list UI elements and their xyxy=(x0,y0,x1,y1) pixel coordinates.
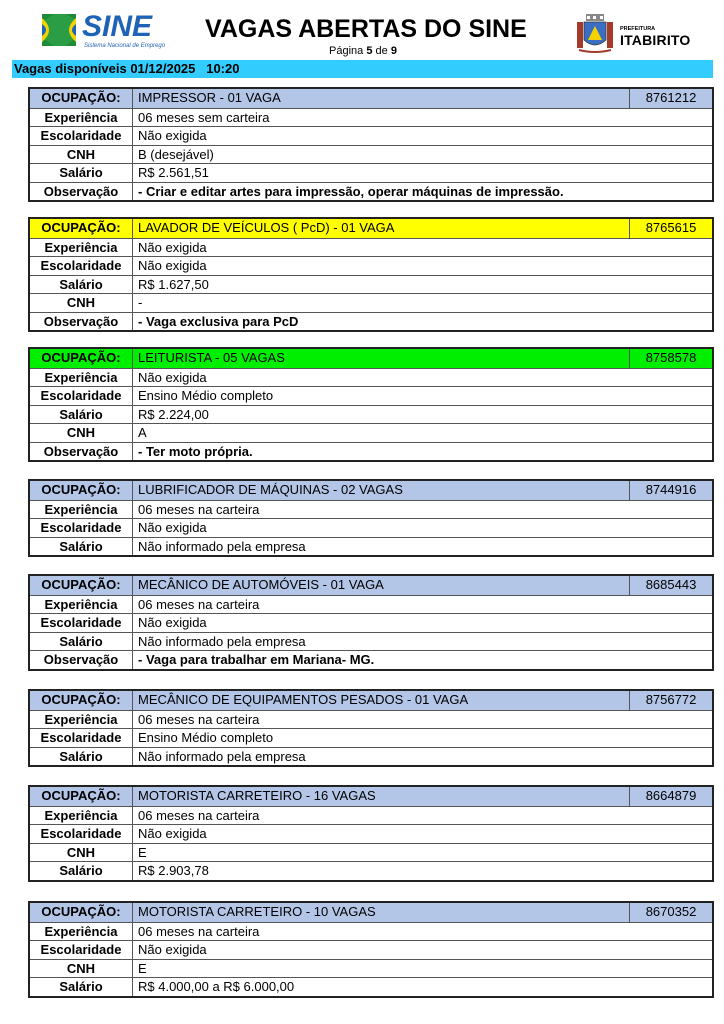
job-detail-row xyxy=(30,977,712,996)
detail-label: Observação xyxy=(30,313,133,331)
page-header xyxy=(0,0,724,60)
job-detail-row xyxy=(30,386,712,405)
itabirito-logo xyxy=(575,12,690,54)
detail-label: Salário xyxy=(30,164,133,182)
job-detail-row xyxy=(30,256,712,275)
detail-value: Ensino Médio completo xyxy=(138,730,274,745)
detail-value: Não informado pela empresa xyxy=(138,748,306,764)
detail-value: - Ter moto própria. xyxy=(138,443,253,459)
job-code: 8756772 xyxy=(629,691,712,710)
detail-label: Observação xyxy=(30,651,133,669)
job-detail-row xyxy=(30,537,712,556)
job-code: 8670352 xyxy=(629,903,712,922)
detail-label: Experiência xyxy=(30,711,133,729)
job-detail-row xyxy=(30,126,712,145)
occupation-title: MECÂNICO DE AUTOMÓVEIS - 01 VAGA xyxy=(138,577,384,592)
detail-label: Escolaridade xyxy=(30,127,133,145)
page-title: VAGAS ABERTAS DO SINE xyxy=(205,15,527,43)
availability-date-bar: Vagas disponíveis 01/12/2025 10:20 xyxy=(12,60,713,78)
detail-label: Observação xyxy=(30,183,133,201)
detail-value: R$ 2.224,00 xyxy=(138,406,209,422)
sine-logo xyxy=(38,10,166,52)
page-prefix: Página xyxy=(329,45,364,57)
occupation-label: OCUPAÇÃO: xyxy=(30,89,133,108)
detail-label: Salário xyxy=(30,978,133,996)
detail-label: Salário xyxy=(30,538,133,556)
detail-label: CNH xyxy=(30,146,133,164)
job-header-row xyxy=(30,903,712,922)
job-detail-row xyxy=(30,518,712,537)
occupation-title: MECÂNICO DE EQUIPAMENTOS PESADOS - 01 VAGA xyxy=(138,692,469,707)
job-detail-row xyxy=(30,442,712,461)
job-detail-row xyxy=(30,595,712,614)
itabirito-name: ITABIRITO xyxy=(620,32,691,48)
detail-label: Experiência xyxy=(30,109,133,127)
detail-value: R$ 2.561,51 xyxy=(138,165,209,180)
sine-flag-icon xyxy=(38,12,78,48)
job-header-row xyxy=(30,219,712,238)
job-detail-row xyxy=(30,861,712,880)
detail-value: Não exigida xyxy=(138,239,207,255)
job-header-row xyxy=(30,349,712,368)
detail-label: Observação xyxy=(30,443,133,461)
job-detail-row xyxy=(30,293,712,312)
detail-value: A xyxy=(138,425,147,440)
detail-label: Experiência xyxy=(30,807,133,825)
job-header-row xyxy=(30,787,712,806)
detail-value: Ensino Médio completo xyxy=(138,388,274,403)
detail-label: Salário xyxy=(30,276,133,294)
job-detail-row xyxy=(30,959,712,978)
detail-label: Escolaridade xyxy=(30,614,133,632)
detail-label: Salário xyxy=(30,748,133,766)
detail-value: R$ 2.903,78 xyxy=(138,863,209,878)
occupation-label: OCUPAÇÃO: xyxy=(30,349,133,368)
detail-label: Escolaridade xyxy=(30,825,133,843)
detail-label: Experiência xyxy=(30,596,133,614)
occupation-title: IMPRESSOR - 01 VAGA xyxy=(138,90,281,105)
job-detail-row xyxy=(30,632,712,651)
page-total: 9 xyxy=(390,45,397,57)
detail-value: 06 meses sem carteira xyxy=(138,109,270,125)
sine-logo-subtitle: Sistema Nacional de Emprego xyxy=(84,43,166,49)
occupation-title: LUBRIFICADOR DE MÁQUINAS - 02 VAGAS xyxy=(138,482,403,497)
job-detail-row xyxy=(30,922,712,941)
job-detail-row xyxy=(30,238,712,257)
detail-value: 06 meses na carteira xyxy=(138,923,260,939)
detail-value: E xyxy=(138,844,147,860)
detail-value: E xyxy=(138,960,147,976)
occupation-label: OCUPAÇÃO: xyxy=(30,787,133,806)
job-table xyxy=(28,347,714,462)
job-detail-row xyxy=(30,710,712,729)
detail-label: Experiência xyxy=(30,923,133,941)
job-detail-row xyxy=(30,843,712,862)
job-detail-row xyxy=(30,613,712,632)
detail-value: R$ 4.000,00 a R$ 6.000,00 xyxy=(138,979,295,994)
job-table xyxy=(28,689,714,767)
job-header-row xyxy=(30,89,712,108)
occupation-label: OCUPAÇÃO: xyxy=(30,219,133,238)
job-detail-row xyxy=(30,747,712,766)
detail-value: 06 meses na carteira xyxy=(138,501,260,517)
job-table xyxy=(28,785,714,882)
detail-label: Escolaridade xyxy=(30,729,133,747)
occupation-title: LAVADOR DE VEÍCULOS ( PcD) - 01 VAGA xyxy=(138,220,395,235)
occupation-label: OCUPAÇÃO: xyxy=(30,691,133,710)
occupation-label: OCUPAÇÃO: xyxy=(30,481,133,500)
detail-value: Não informado pela empresa xyxy=(138,633,306,649)
job-detail-row xyxy=(30,423,712,442)
job-code: 8744916 xyxy=(629,481,712,500)
detail-label: Experiência xyxy=(30,369,133,387)
job-detail-row xyxy=(30,500,712,519)
detail-value: 06 meses na carteira xyxy=(138,711,260,727)
job-detail-row xyxy=(30,405,712,424)
detail-label: Experiência xyxy=(30,239,133,257)
job-detail-row xyxy=(30,728,712,747)
job-detail-row xyxy=(30,182,712,201)
detail-value: - xyxy=(138,295,143,310)
job-table xyxy=(28,574,714,671)
job-code: 8765615 xyxy=(629,219,712,238)
detail-value: 06 meses na carteira xyxy=(138,596,260,612)
job-detail-row xyxy=(30,108,712,127)
job-detail-row xyxy=(30,163,712,182)
detail-value: B (desejável) xyxy=(138,146,214,162)
detail-value: - Criar e editar artes para impressão, operar máquinas de impressão. xyxy=(138,183,564,199)
detail-label: Salário xyxy=(30,633,133,651)
occupation-title: LEITURISTA - 05 VAGAS xyxy=(138,350,285,365)
occupation-label: OCUPAÇÃO: xyxy=(30,903,133,922)
detail-label: Escolaridade xyxy=(30,941,133,959)
job-table xyxy=(28,479,714,557)
job-code: 8758578 xyxy=(629,349,712,368)
job-detail-row xyxy=(30,824,712,843)
detail-label: Salário xyxy=(30,862,133,880)
detail-label: Salário xyxy=(30,406,133,424)
detail-value: Não exigida xyxy=(138,369,207,385)
detail-label: Escolaridade xyxy=(30,257,133,275)
detail-value: 06 meses na carteira xyxy=(138,807,260,823)
occupation-label: OCUPAÇÃO: xyxy=(30,576,133,595)
page-current: 5 xyxy=(366,45,373,57)
job-code: 8685443 xyxy=(629,576,712,595)
job-detail-row xyxy=(30,650,712,669)
detail-value: Não exigida xyxy=(138,128,207,143)
job-header-row xyxy=(30,576,712,595)
job-header-row xyxy=(30,481,712,500)
detail-label: Experiência xyxy=(30,501,133,519)
detail-label: CNH xyxy=(30,844,133,862)
detail-value: - Vaga exclusiva para PcD xyxy=(138,313,299,329)
detail-value: Não exigida xyxy=(138,826,207,841)
job-code: 8664879 xyxy=(629,787,712,806)
job-detail-row xyxy=(30,806,712,825)
job-table xyxy=(28,87,714,202)
detail-value: Não informado pela empresa xyxy=(138,538,306,554)
detail-label: CNH xyxy=(30,294,133,312)
page-sep: de xyxy=(375,45,388,57)
itabirito-prefix: PREFEITURA xyxy=(620,26,656,32)
job-detail-row xyxy=(30,145,712,164)
job-detail-row xyxy=(30,368,712,387)
occupation-title: MOTORISTA CARRETEIRO - 10 VAGAS xyxy=(138,904,376,919)
detail-value: - Vaga para trabalhar em Mariana- MG. xyxy=(138,652,375,667)
detail-label: CNH xyxy=(30,424,133,442)
detail-label: CNH xyxy=(30,960,133,978)
detail-value: Não exigida xyxy=(138,615,207,630)
occupation-title: MOTORISTA CARRETEIRO - 16 VAGAS xyxy=(138,788,376,803)
page-indicator xyxy=(329,45,397,57)
sine-logo-text: SINE xyxy=(82,10,153,43)
detail-value: Não exigida xyxy=(138,520,207,535)
job-detail-row xyxy=(30,312,712,331)
job-header-row xyxy=(30,691,712,710)
job-detail-row xyxy=(30,275,712,294)
job-code: 8761212 xyxy=(629,89,712,108)
detail-label: Escolaridade xyxy=(30,387,133,405)
job-detail-row xyxy=(30,940,712,959)
detail-value: R$ 1.627,50 xyxy=(138,276,209,292)
detail-value: Não exigida xyxy=(138,258,207,273)
job-table xyxy=(28,217,714,332)
city-crest-icon xyxy=(575,12,615,54)
job-table xyxy=(28,901,714,998)
detail-value: Não exigida xyxy=(138,942,207,957)
detail-label: Escolaridade xyxy=(30,519,133,537)
